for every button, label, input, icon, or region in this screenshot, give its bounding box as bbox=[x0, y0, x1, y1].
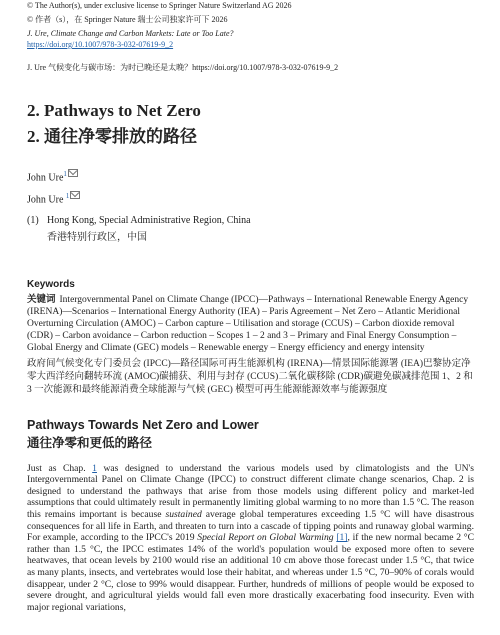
affiliation-cn: 香港特别行政区，中国 bbox=[47, 231, 147, 243]
section-title-en: Pathways Towards Net Zero and Lower bbox=[27, 417, 259, 432]
chapter-titles bbox=[27, 101, 474, 147]
chapter-title-en: 2. Pathways to Net Zero bbox=[27, 101, 201, 120]
para-text: average global temperatures exceeding 1.5 °C will have disastrous consequences for all life in Earth, and threaten to turn into a cascade of tipping points and runaway global warming. For example, according to the IPCC's 2019 bbox=[27, 509, 474, 544]
mail-icon[interactable] bbox=[70, 191, 80, 199]
para-emphasis: Special Report on Global Warming bbox=[197, 532, 334, 544]
section-paragraph bbox=[27, 463, 474, 614]
section-title-cn: 通往净零和更低的路径 bbox=[27, 435, 153, 450]
citation-link[interactable]: [1] bbox=[336, 532, 348, 544]
affiliation-number: (1) bbox=[27, 214, 39, 226]
para-emphasis: sustained bbox=[165, 509, 202, 521]
author-line bbox=[27, 189, 474, 207]
keywords-cn: 政府间气候变化专门委员会 (IPCC)—路径国际可再生能源机构 (IRENA)—情景国际能源署 (IEA)巴黎协定净零大西洋经向翻转环流 (AMOC)碳捕获、利用与封存 (CCUS)二氧化碳移除 (CDR)碳避免碳减排范围 1、2 和 3 一次能源和最终能源消费全球能源与气候 (GEC) 模型可再生能源能源效率与能源强度 bbox=[27, 358, 473, 395]
affiliation bbox=[27, 214, 474, 245]
book-reference: J. Ure, Climate Change and Carbon Markets: Late or Too Late? bbox=[27, 29, 234, 38]
para-text: was designed to understand the various models used by climatologists and the UN's Intergovernmental Panel on Climate Change (IPCC) to construct different climate change scenarios, Chap. 2 is designed to understand the pathways that arise from those models using different policy and market-led assumptions that could ultimately result in permanently limiting global warming to no more than 1.5 °C. The reason this remains important is because bbox=[27, 462, 475, 521]
author-sup[interactable]: 1 bbox=[65, 192, 70, 201]
author-line bbox=[27, 167, 474, 185]
chapter-title-cn: 2. 通往净零排放的路径 bbox=[27, 127, 197, 146]
section bbox=[27, 417, 474, 614]
mail-icon[interactable] bbox=[68, 169, 78, 177]
chapter-link[interactable]: 1 bbox=[92, 462, 97, 474]
keywords-en bbox=[27, 294, 474, 354]
author-sup[interactable]: 1 bbox=[63, 170, 67, 178]
keywords-en-text: Intergovernmental Panel on Climate Change (IPCC)—Pathways – International Renewable Energy Agency (IRENA)—Scenarios – International Energy Authority (IEA) – Paris Agreement – Net Zero – Atlantic Meridional Overturning Circulation (AMOC) – Carbon capture – Utilisation and storage (CCUS) – Carbon dioxide removal (CDR) – Carbon avoidance – Carbon reduction – Scopes 1 – 2 and 3 – Primary and Final Energy Consumption – Global Energy and Climate (GEC) models – Renewable energy – Energy efficiency and energy intensity bbox=[27, 294, 469, 353]
author-name: John Ure bbox=[27, 194, 64, 206]
header bbox=[27, 0, 474, 73]
para-text: , if the new normal became 2 °C rather than 1.5 °C, the IPCC estimates 14% of the world's population would be exposed more often to severe heatwaves, that ocean levels by 2100 would rise an additional 10 cm above those forecast under 1.5 °C, that twice as many plants, insects, and vertebrates would lose their habitat, and whereas under 1.5 °C, 70–90% of corals would disappear, under 2 °C, close to 99% would disappear. Further, hundreds of millions of people would be exposed to severe drought, and agricultural yields would fall even more drastically exacerbating food insecurity. Even with major regional variations, bbox=[27, 532, 475, 613]
authors bbox=[27, 167, 474, 208]
citation-cn: J. Ure 气候变化与碳市场：为时已晚还是太晚？https://doi.org/10.1007/978-3-032-07619-9_2 bbox=[27, 63, 339, 72]
keywords-title: Keywords bbox=[27, 278, 75, 290]
keywords-label-cn: 关键词 bbox=[27, 293, 56, 305]
affiliation-en: Hong Kong, Special Administrative Region, China bbox=[47, 214, 251, 226]
copyright-cn: © 作者（s），在 Springer Nature 瑞士公司独家许可下 2026 bbox=[27, 15, 228, 24]
copyright-en: © The Author(s), under exclusive license to Springer Nature Switzerland AG 2026 bbox=[27, 1, 292, 10]
doi-link[interactable]: https://doi.org/10.1007/978-3-032-07619-9_2 bbox=[27, 40, 174, 49]
author-name: John Ure bbox=[27, 172, 64, 184]
para-text: Just as Chap. bbox=[27, 462, 93, 474]
